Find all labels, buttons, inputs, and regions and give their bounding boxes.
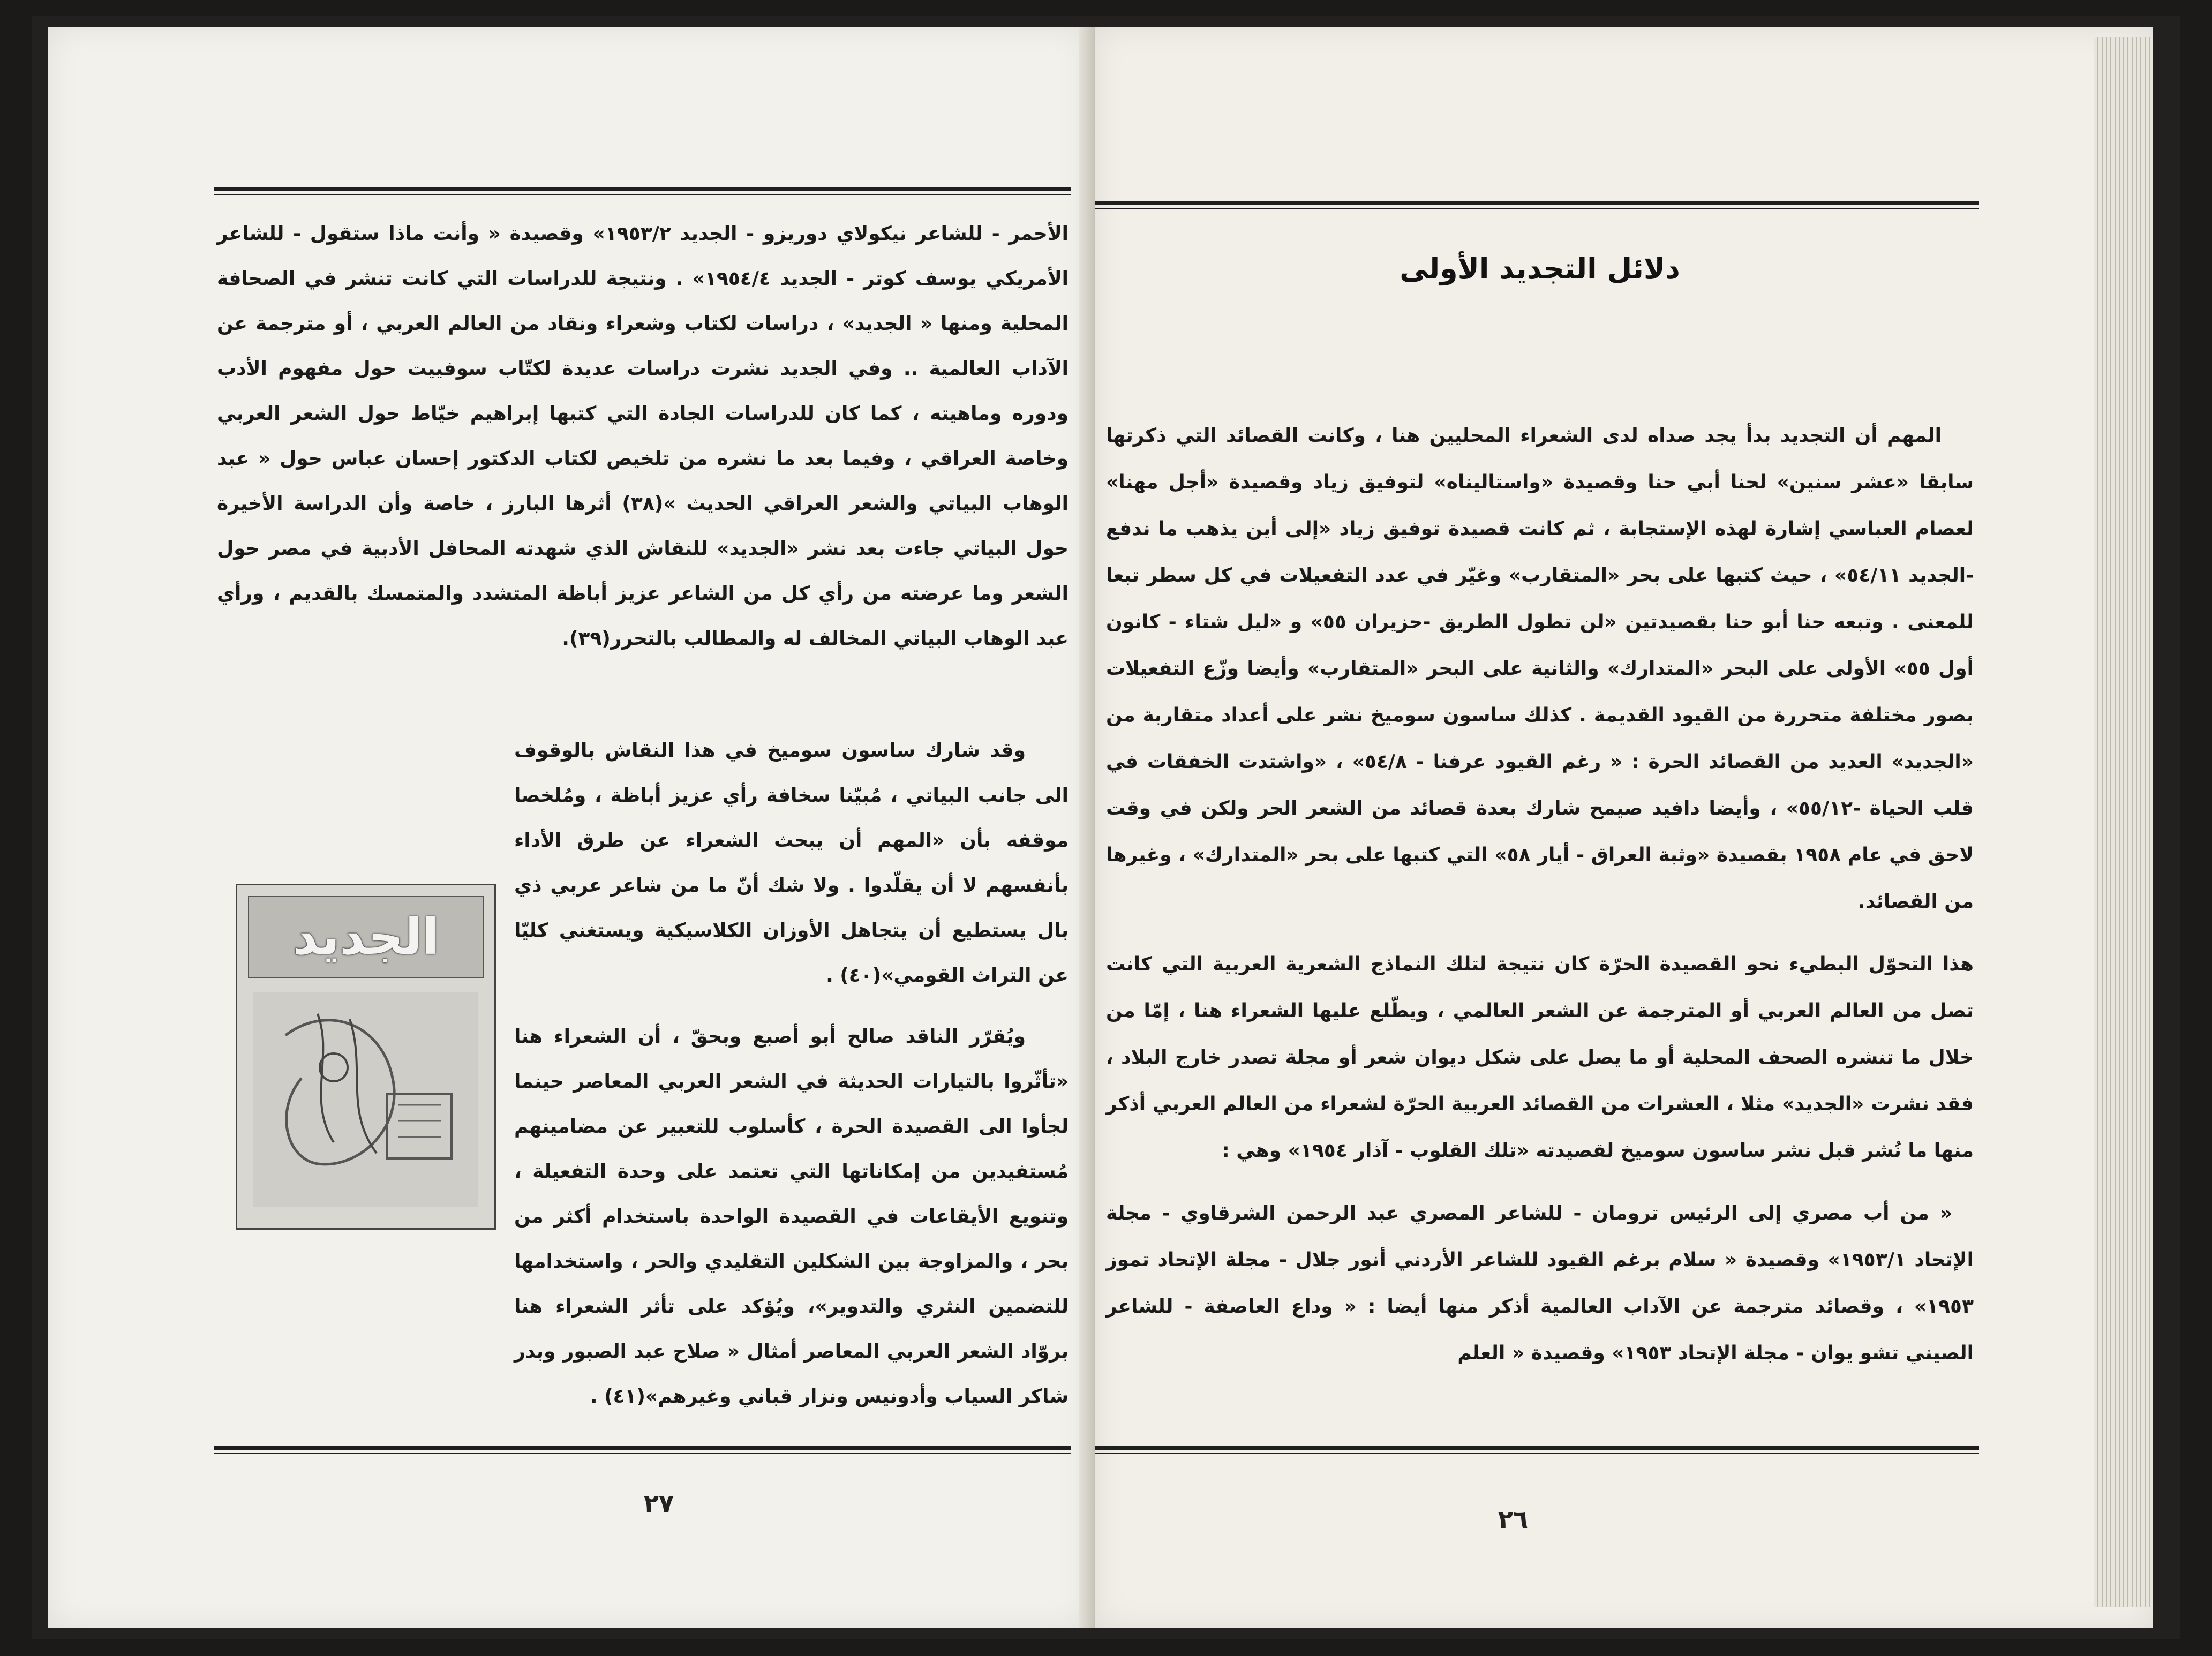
left-column-wrap [514,728,1069,1419]
left-column [217,212,1069,661]
paragraph: هذا التحوّل البطيء نحو القصيدة الحرّة كان نتيجة لتلك النماذج الشعرية العربية التي كانت تصل من العالم العربي أو المترجمة عن الشعر العالمي ، ويطّلع عليها الشعراء هنا ، إمّا من خلال ما تنشره الصحف المحلية أو ما يصل على شكل ديوان شعر أو مجلة تصدر خارج البلاد ، فقد نشرت «الجديد» مثلا ، العشرات من القصائد العربية الحرّة لشعراء من العالم العربي أذكر منها ما نُشر قبل نشر ساسون سوميخ لقصيدته «تلك القلوب - آذار ١٩٥٤» وهي : [1106,953,1974,1162]
paragraph: « من أب مصري إلى الرئيس ترومان - للشاعر المصري عبد الرحمن الشرقاوي - مجلة الإتحاد ١٩٥٣/١» وقصيدة « سلام برغم القيود للشاعر الأردني أنور جلال - مجلة الإتحاد تموز ١٩٥٣» ، وقصائد مترجمة عن الآداب العالمية أذكر منها أيضا : « وداع العاصفة - للشاعر الصيني تشو يوان - مجلة الإتحاد ١٩٥٣» وقصيدة « العلم [1106,1202,1974,1364]
paragraph: ويُقرّر الناقد صالح أبو أصبع وبحقّ ، أن الشعراء هنا «تأثّروا بالتيارات الحديثة في الشعر العربي المعاصر حينما لجأوا الى القصيدة الحرة ، كأسلوب للتعبير عن مضامينهم مُستفيدين من إمكاناتها التي تعتمد على وحدة التفعيلة ، وتنويع الأيقاعات في القصيدة الواحدة باستخدام أكثر من بحر ، والمزاوجة بين الشكلين التقليدي والحر ، واستخدامها للتضمين النثري والتدوير»، ويُؤكد على تأثر الشعراء هنا بروّاد الشعر العربي المعاصر أمثال « صلاح عبد الصبور وبدر شاكر السياب وأدونيس ونزار قباني وغيرهم»(٤١) . [514,1026,1069,1407]
page-edges [2094,37,2153,1607]
paragraph: المهم أن التجديد بدأ يجد صداه لدى الشعراء المحليين هنا ، وكانت القصائد التي ذكرتها سابقا «عشر سنين» لحنا أبي حنا وقصيدة «واستاليناه» لتوفيق زياد وقصيدة «أجل مهنا» لعصام العباسي إشارة لهذه الإستجابة ، ثم كانت قصيدة توفيق زياد «إلى أين يذهب ما ندفع -الجديد ٥٤/١١» ، حيث كتبها على بحر «المتقارب» وغيّر في عدد التفعيلات في كل سطر تبعا للمعنى . وتبعه حنا أبو حنا بقصيدتين «لن تطول الطريق -حزيران ٥٥» و «ليل شتاء - كانون أول ٥٥» الأولى على البحر «المتدارك» والثانية على البحر «المتقارب» وأيضا وزّع التفعيلات بصور مختلفة متحررة من القيود القديمة . كذلك ساسون سوميخ نشر على أعداد متقاربة من «الجديد» العديد من القصائد الحرة : « رغم القيود عرفنا - ٥٤/٨» ، «واشتدت الخفقات في قلب الحياة -٥٥/١٢» ، وأيضا دافيد صيمح شارك بعدة قصائد من الشعر الحر ولكن في وقت لاحق في عام ١٩٥٨ بقصيدة «وثبة العراق - أيار ٥٨» التي كتبها على بحر «المتدارك» ، وغيرها من القصائد. [1106,425,1974,913]
bottom-rule [214,1446,1071,1450]
book-spread [32,16,2180,1639]
magazine-masthead: الجديد [248,896,484,978]
bottom-rule [1095,1446,1979,1450]
right-page [1095,27,2153,1628]
chapter-title: دلائل التجديد الأولى [1400,252,1680,285]
page-number: ٢٦ [1498,1505,1529,1534]
page-number: ٢٧ [643,1489,674,1518]
paragraph: وقد شارك ساسون سوميخ في هذا النقاش بالوقوف الى جانب البياتي ، مُبيّنا سخافة رأي عزيز أباظة ، ومُلخصا موقفه بأن «المهم أن يبحث الشعراء عن طرق الأداء بأنفسهم لا أن يقلّدوا . ولا شك أنّ ما من شاعر عربي ذي بال يستطيع أن يتجاهل الأوزان الكلاسيكية ويستغني كليّا عن التراث القومي»(٤٠) . [514,740,1069,987]
top-rule [214,187,1071,191]
left-page [48,27,1087,1628]
paragraph: الأحمر - للشاعر نيكولاي دوريزو - الجديد ١٩٥٣/٢» وقصيدة « وأنت ماذا ستقول - للشاعر الأمريكي يوسف كوتر - الجديد ١٩٥٤/٤» . ونتيجة للدراسات التي كانت تنشر في الصحافة المحلية ومنها « الجديد» ، دراسات لكتاب وشعراء ونقاد من العالم العربي ، أو مترجمة عن الآداب العالمية .. وفي الجديد نشرت دراسات عديدة لكتّاب سوفييت حول مفهوم الأدب ودوره وماهيته ، كما كان للدراسات الجادة التي كتبها إبراهيم خيّاط حول الشعر العربي وخاصة العراقي ، وفيما بعد ما نشره من تلخيص لكتاب الدكتور إحسان عباس حول « عبد الوهاب البياتي والشعر العراقي الحديث »(٣٨) أثرها البارز ، خاصة وأن الدراسة الأخيرة حول البياتي جاءت بعد نشر «الجديد» للنقاش الذي شهدته المحافل الأدبية في مصر حول الشعر وما عرضته من رأي كل من الشاعر عزيز أباظة المتشدد والمتمسك بالقديم ، ورأي عبد الوهاب البياتي المخالف له والمطالب بالتحرر(٣٩). [217,223,1069,650]
cover-illustration [253,992,478,1207]
right-column [1106,412,1974,1376]
top-rule [1095,201,1979,205]
magazine-cover-image [236,884,496,1230]
